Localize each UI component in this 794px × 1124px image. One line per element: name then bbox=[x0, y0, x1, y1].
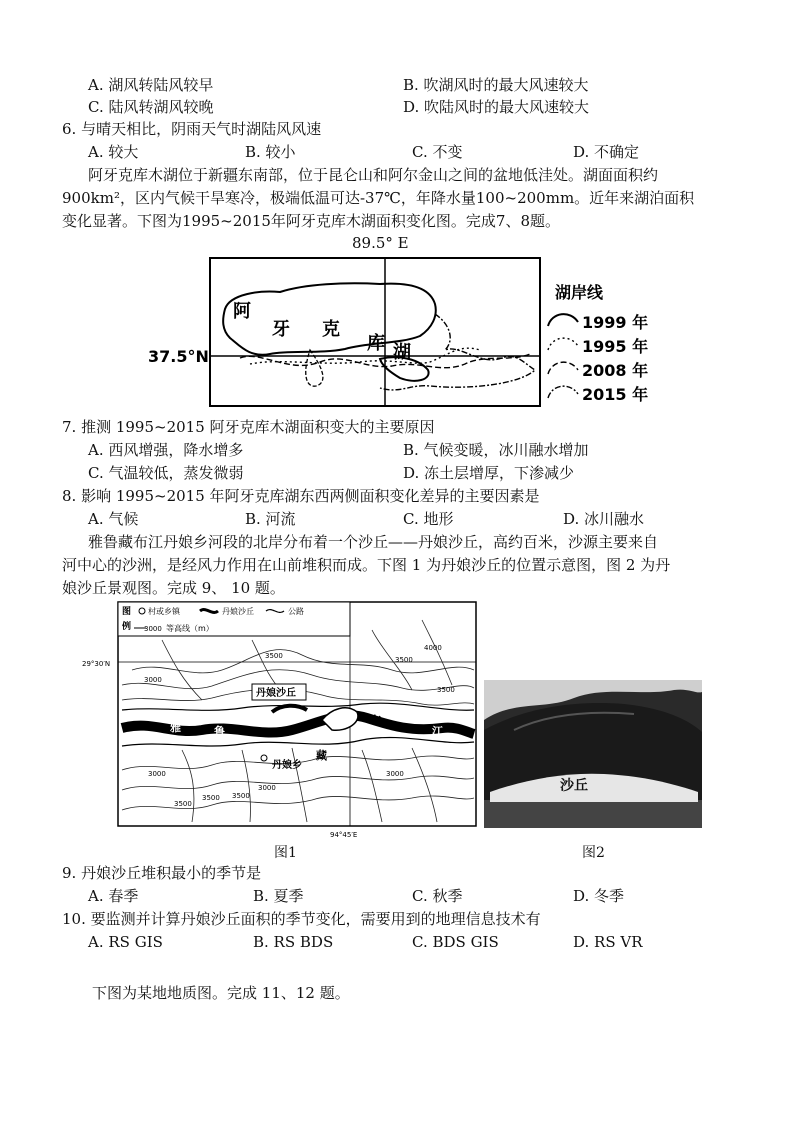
river-char-5: 江 bbox=[432, 725, 443, 738]
figure2-dune-photo bbox=[484, 680, 702, 828]
contour-label: 3500 bbox=[174, 800, 192, 808]
river-char-3: 藏 bbox=[316, 749, 327, 762]
legend-1995: 1995 年 bbox=[582, 337, 649, 356]
river-water bbox=[484, 800, 702, 828]
q6-option-a: A. 较大 bbox=[88, 143, 139, 161]
intro1-line3: 变化显著。下图为1995~2015年阿牙克库木湖面积变化图。完成7、8题。 bbox=[62, 212, 561, 230]
legend-line-1999 bbox=[548, 314, 578, 326]
q9-option-d: D. 冬季 bbox=[573, 887, 625, 905]
latitude-label: 37.5°N bbox=[148, 347, 209, 366]
q5-option-d: D. 吹陆风时的最大风速较大 bbox=[403, 98, 590, 116]
contour-label: 4000 bbox=[424, 644, 442, 652]
lake-char-3: 克 bbox=[322, 319, 340, 340]
legend-line-1995 bbox=[548, 338, 578, 350]
legend-line-2015 bbox=[548, 386, 578, 398]
contour-label: 3500 bbox=[395, 656, 413, 664]
q5-option-a: A. 湖风转陆风较早 bbox=[88, 76, 214, 94]
river-char-2: 鲁 bbox=[214, 725, 225, 738]
q7-option-c: C. 气温较低，蒸发微弱 bbox=[88, 464, 244, 482]
lake-char-1: 阿 bbox=[233, 301, 251, 322]
contour-label: 3500 bbox=[232, 792, 250, 800]
fig1-town-label: 丹娘乡 bbox=[272, 760, 302, 771]
contour-label: 3500 bbox=[437, 686, 455, 694]
river-char-1: 雅 bbox=[170, 721, 181, 734]
q10-option-a: A. RS GIS bbox=[88, 933, 163, 951]
contour-label: 3000 bbox=[386, 770, 404, 778]
q7-option-b: B. 气候变暖，冰川融水增加 bbox=[403, 441, 589, 459]
q6-option-c: C. 不变 bbox=[412, 143, 463, 161]
fig1-legend-label-2: 例 bbox=[122, 622, 132, 632]
lake-map-frame bbox=[210, 258, 540, 406]
q9-option-a: A. 春季 bbox=[88, 887, 139, 905]
q9-stem: 9. 丹娘沙丘堆积最小的季节是 bbox=[62, 864, 262, 882]
outro-text: 下图为某地地质图。完成 11、12 题。 bbox=[92, 984, 350, 1002]
fig1-legend-contour-value: 3000 bbox=[144, 625, 162, 633]
fig1-lat-label: 29°30′N bbox=[82, 660, 111, 668]
lake-char-5: 湖 bbox=[393, 342, 411, 363]
q10-stem: 10. 要监测并计算丹娘沙丘面积的季节变化，需要用到的地理信息技术有 bbox=[62, 910, 541, 928]
fig1-legend-town: 村或乡镇 bbox=[148, 607, 180, 616]
figure2-caption: 图2 bbox=[582, 845, 605, 861]
legend-title: 湖岸线 bbox=[555, 283, 604, 302]
q7-option-a: A. 西风增强，降水增多 bbox=[88, 441, 244, 459]
figure1-caption: 图1 bbox=[274, 845, 297, 861]
q8-option-d: D. 冰川融水 bbox=[563, 510, 645, 528]
fig1-legend-road: 公路 bbox=[288, 607, 304, 616]
lake-area-map bbox=[130, 254, 660, 412]
q5-option-b: B. 吹湖风时的最大风速较大 bbox=[403, 76, 589, 94]
q10-option-b: B. RS BDS bbox=[253, 933, 334, 951]
intro2-line2: 河中心的沙洲，是经风力作用在山前堆积而成。下图 1 为丹娘沙丘的位置示意图，图 2 为丹 bbox=[62, 556, 671, 574]
contour-label: 3500 bbox=[202, 794, 220, 802]
fig1-dune-label: 丹娘沙丘 bbox=[256, 688, 296, 699]
intro2-line1: 雅鲁藏布江丹娘乡河段的北岸分布着一个沙丘——丹娘沙丘，高约百米，沙源主要来自 bbox=[88, 533, 659, 551]
q8-option-b: B. 河流 bbox=[245, 510, 296, 528]
q6-stem: 6. 与晴天相比，阴雨天气时湖陆风风速 bbox=[62, 120, 322, 138]
lake-char-4: 库 bbox=[367, 333, 385, 354]
fig1-lon-label: 94°45′E bbox=[330, 831, 358, 839]
intro1-line1: 阿牙克库木湖位于新疆东南部，位于昆仑山和阿尔金山之间的盆地低洼处。湖面面积约 bbox=[88, 166, 659, 184]
intro2-line3: 娘沙丘景观图。完成 9、 10 题。 bbox=[62, 579, 285, 597]
lake-map-longitude: 89.5° E bbox=[352, 234, 409, 252]
contour-label: 3000 bbox=[148, 770, 166, 778]
intro1-line2: 900km²，区内气候干旱寒冷，极端低温可达-37℃，年降水量100~200mm。近年来湖泊面积 bbox=[62, 189, 695, 207]
river-char-4: 布 bbox=[370, 714, 381, 727]
legend-2015: 2015 年 bbox=[582, 385, 649, 404]
q8-option-a: A. 气候 bbox=[88, 510, 139, 528]
q7-stem: 7. 推测 1995~2015 阿牙克库木湖面积变大的主要原因 bbox=[62, 418, 435, 436]
q10-option-d: D. RS VR bbox=[573, 933, 643, 951]
legend-2008: 2008 年 bbox=[582, 361, 649, 380]
q5-option-c: C. 陆风转湖风较晚 bbox=[88, 98, 214, 116]
fig1-legend-label-1: 图 bbox=[122, 607, 132, 617]
q9-option-c: C. 秋季 bbox=[412, 887, 463, 905]
fig1-legend-dune: 丹娘沙丘 bbox=[222, 607, 254, 616]
q6-option-d: D. 不确定 bbox=[573, 143, 640, 161]
contour-label: 3000 bbox=[258, 784, 276, 792]
contour-label: 3000 bbox=[144, 676, 162, 684]
contour-label: 3500 bbox=[265, 652, 283, 660]
fig1-legend-contour: 等高线（m） bbox=[166, 624, 214, 633]
legend-line-2008 bbox=[548, 362, 578, 374]
fig2-dune-label: 沙丘 bbox=[560, 778, 588, 794]
q8-option-c: C. 地形 bbox=[403, 510, 454, 528]
q7-option-d: D. 冻土层增厚，下渗减少 bbox=[403, 464, 575, 482]
q8-stem: 8. 影响 1995~2015 年阿牙克库湖东西两侧面积变化差异的主要因素是 bbox=[62, 487, 540, 505]
legend-1999: 1999 年 bbox=[582, 313, 649, 332]
q10-option-c: C. BDS GIS bbox=[412, 933, 499, 951]
q9-option-b: B. 夏季 bbox=[253, 887, 304, 905]
lake-char-2: 牙 bbox=[272, 319, 290, 340]
figure1-location-map bbox=[82, 600, 478, 840]
q6-option-b: B. 较小 bbox=[245, 143, 296, 161]
